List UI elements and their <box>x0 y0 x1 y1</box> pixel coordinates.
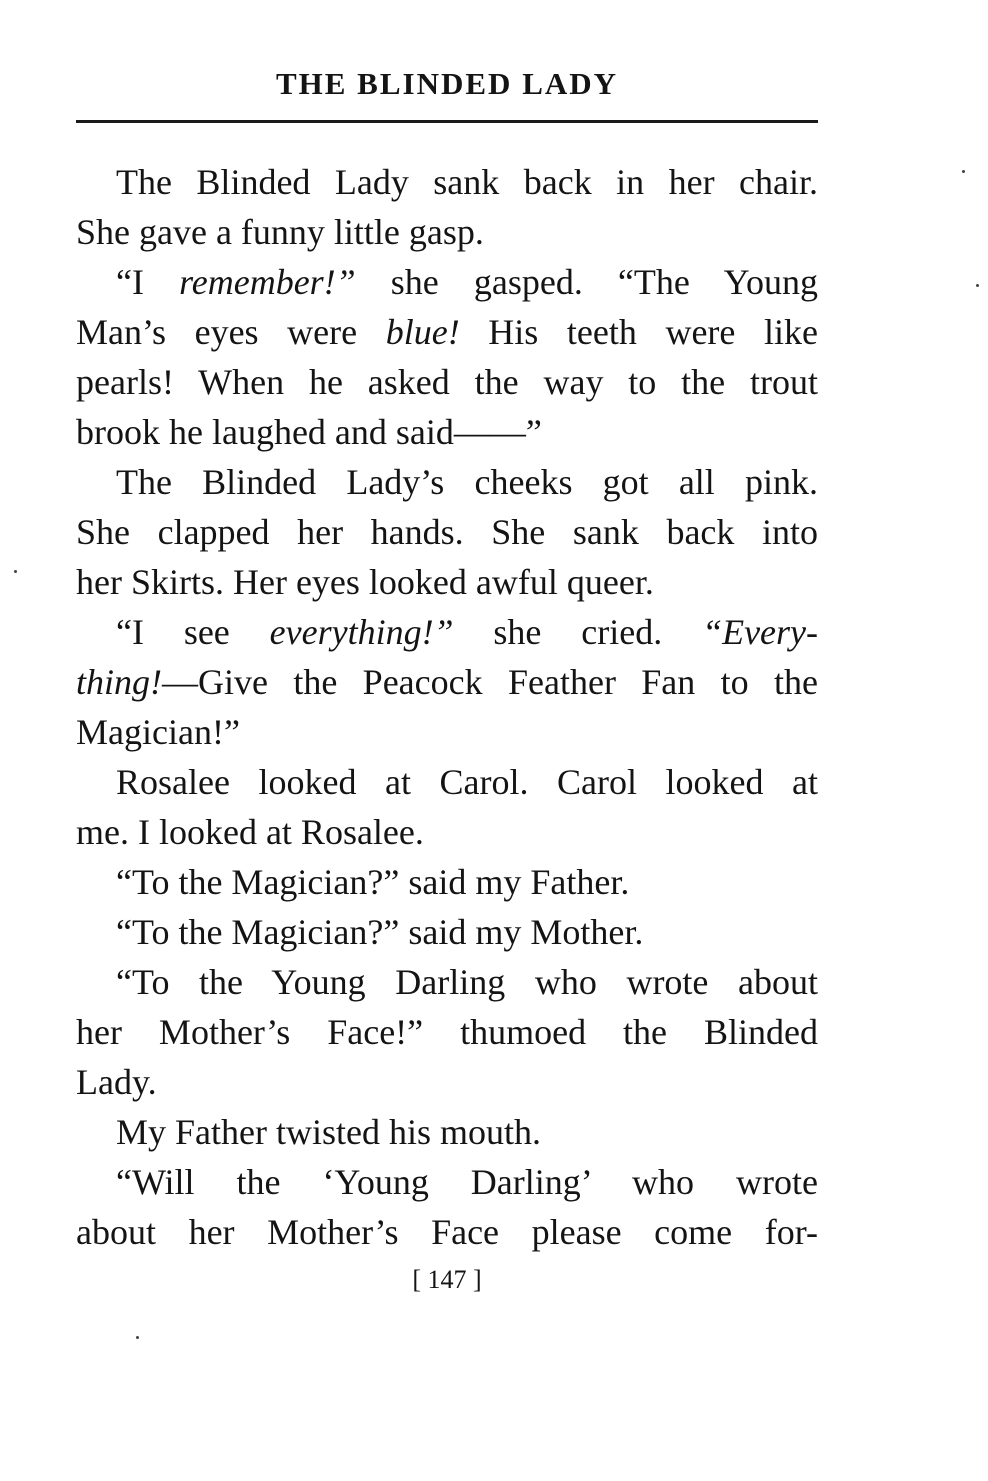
text-line <box>76 1107 818 1157</box>
text-run: she gasped. “The Young <box>355 262 818 302</box>
page-number: [ 147 ] <box>412 1265 482 1294</box>
text-run: “To the Magician?” said my Mother. <box>116 912 644 952</box>
text-run: The Blinded Lady’s cheeks got all pink. <box>116 462 818 502</box>
text-line <box>76 157 818 207</box>
text-line <box>76 207 818 257</box>
text-line <box>76 707 818 757</box>
print-speck <box>962 170 965 173</box>
text-line <box>76 557 818 607</box>
text-run: Rosalee looked at Carol. Carol looked at <box>116 762 818 802</box>
text-line <box>76 1157 818 1207</box>
text-run: His teeth were like <box>459 312 818 352</box>
text-run: pearls! When he asked the way to the trout <box>76 362 818 402</box>
text-line <box>76 407 818 457</box>
text-run: Man’s eyes were <box>76 312 386 352</box>
print-speck <box>136 1336 139 1339</box>
text-run: about her Mother’s Face please come for- <box>76 1212 818 1252</box>
text-run: she cried. <box>453 612 703 652</box>
text-run: me. I looked at Rosalee. <box>76 812 424 852</box>
print-speck <box>14 570 17 573</box>
text-line <box>76 257 818 307</box>
text-run: Magician!” <box>76 712 240 752</box>
text-run: “Will the ‘Young Darling’ who wrote <box>116 1162 818 1202</box>
text-run: “I see <box>116 612 270 652</box>
running-head: THE BLINDED LADY <box>275 66 619 101</box>
text-line <box>76 957 818 1007</box>
text-line <box>76 1207 818 1257</box>
text-run: “To the Young Darling who wrote about <box>116 962 818 1002</box>
text-line <box>76 1007 818 1057</box>
italic-text: thing! <box>76 662 162 702</box>
text-run: The Blinded Lady sank back in her chair. <box>116 162 818 202</box>
text-run: She gave a funny little gasp. <box>76 212 484 252</box>
text-run: “I <box>116 262 180 302</box>
text-run: My Father twisted his mouth. <box>116 1112 541 1152</box>
text-line <box>76 657 818 707</box>
text-run: —Give the Peacock Feather Fan to the <box>162 662 818 702</box>
italic-text: remember!” <box>179 262 356 302</box>
header-rule <box>76 120 818 123</box>
text-line <box>76 757 818 807</box>
italic-text: “Every- <box>702 612 818 652</box>
italic-text: everything!” <box>269 612 454 652</box>
text-line <box>76 607 818 657</box>
text-line <box>76 357 818 407</box>
text-run: She clapped her hands. She sank back into <box>76 512 818 552</box>
text-line <box>76 507 818 557</box>
print-speck <box>976 284 979 287</box>
italic-text: blue! <box>385 312 460 352</box>
text-run: “To the Magician?” said my Father. <box>116 862 630 902</box>
text-run: her Mother’s Face!” thumoed the Blinded <box>76 1012 818 1052</box>
text-line <box>76 857 818 907</box>
text-line <box>76 307 818 357</box>
text-line <box>76 457 818 507</box>
text-run: her Skirts. Her eyes looked awful queer. <box>76 562 654 602</box>
text-run: brook he laughed and said——” <box>76 412 542 452</box>
text-line <box>76 907 818 957</box>
text-line <box>76 807 818 857</box>
text-run: Lady. <box>76 1062 157 1102</box>
body-text <box>76 157 818 1257</box>
text-line <box>76 1057 818 1107</box>
